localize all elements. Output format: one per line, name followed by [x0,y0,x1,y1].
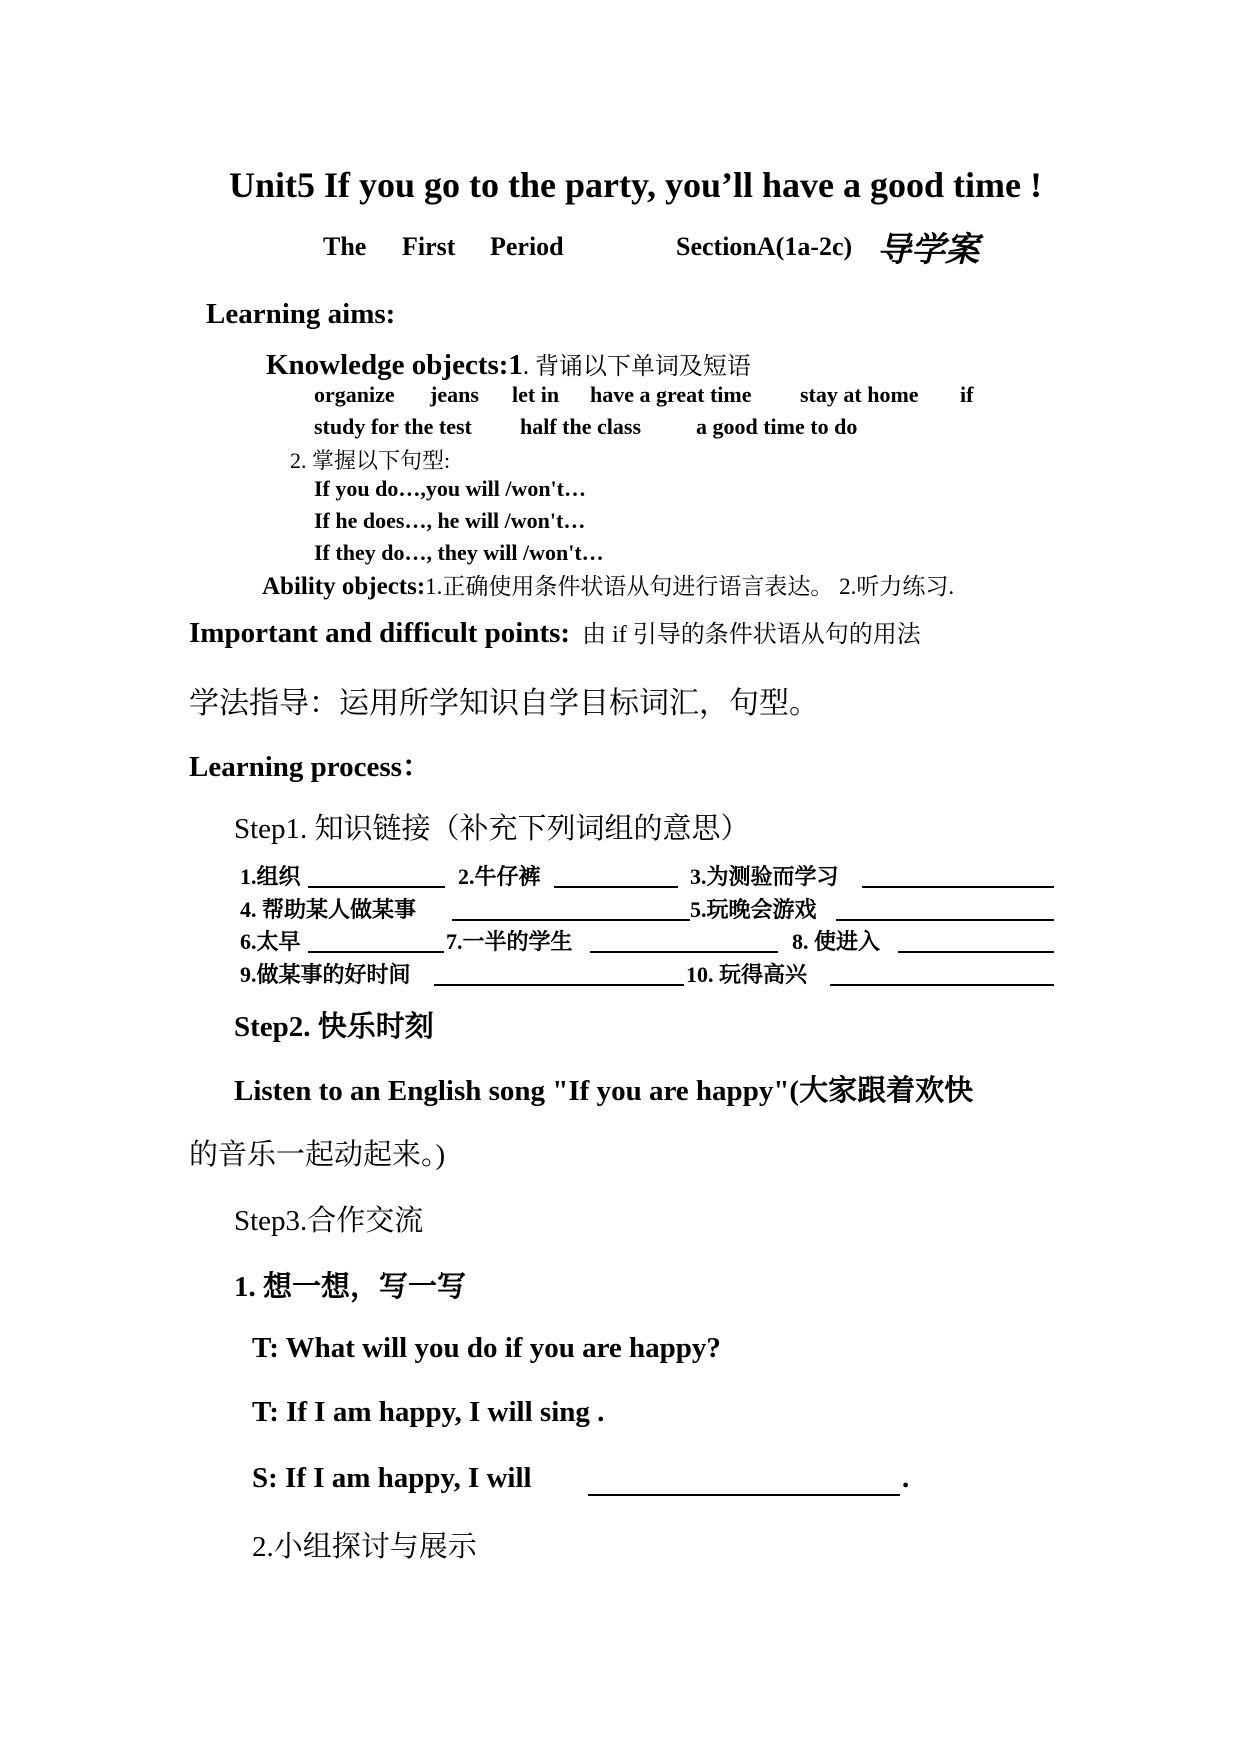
step1-item-9: 9.做某事的好时间 [240,962,411,987]
step1-item-10: 10. 玩得高兴 [686,962,808,987]
pattern-he: If he does…, he will /won't… [314,508,586,533]
ability-text: 1.正确使用条件状语从句进行语言表达。 2.听力练习. [425,574,955,599]
step1-item-6: 6.太早 [240,929,301,954]
dialogue-t1: T: What will you do if you are happy? [252,1332,721,1364]
answer-blank[interactable] [588,1494,900,1496]
step1-item-3: 3.为测验而学习 [690,864,839,889]
word-study-for-the-test: study for the test [314,414,472,439]
step1-heading: Step1. 知识链接（补充下列词组的意思） [234,813,750,845]
subtitle-section: SectionA(1a-2c) [676,232,853,261]
word-organize: organize [314,382,395,407]
knowledge-label: Knowledge objects:1 [266,349,523,381]
subtitle-first: First [402,232,456,261]
subtitle-guide: 导学案 [877,230,979,270]
knowledge-objects [266,346,751,382]
subtitle-the: The [323,232,367,261]
step1-item-4: 4. 帮助某人做某事 [240,897,417,922]
knowledge-item1: . 背诵以下单词及短语 [522,354,751,380]
dialogue-s1: S: If I am happy, I will [252,1462,532,1494]
word-stay-at-home: stay at home [800,382,919,407]
step3-sub1: 1. 想一想，写一写 [234,1271,467,1303]
learning-process-heading: Learning process： [189,751,431,783]
blank-7[interactable] [590,951,778,953]
word-a-good-time-to-do: a good time to do [696,414,858,439]
step1-item-1: 1.组织 [240,864,301,889]
step1-item-5: 5.玩晚会游戏 [690,897,817,922]
word-have-a-great-time: have a great time [590,382,752,407]
step2-heading: Step2. 快乐时刻 [234,1011,434,1043]
document-title: Unit5 If you go to the party, you’ll have a good time ! [229,165,1042,205]
important-points [189,614,921,650]
step3-sub2: 2.小组探讨与展示 [252,1531,477,1563]
learning-aims-heading: Learning aims: [206,298,396,330]
blank-6[interactable] [308,951,444,953]
pattern-you: If you do…,you will /won't… [314,476,586,501]
blank-3[interactable] [862,886,1054,888]
dialogue-t2: T: If I am happy, I will sing . [252,1396,605,1428]
learning-method: 学法指导：运用所学知识自学目标词汇，句型。 [189,687,819,720]
step1-item-8: 8. 使进入 [792,929,881,954]
step2-line1: Listen to an English song "If you are happy"(大家跟着欢快 [234,1075,974,1107]
blank-8[interactable] [898,951,1054,953]
important-text: 由 if 引导的条件状语从句的用法 [582,622,921,648]
pattern-they: If they do…, they will /won't… [314,540,604,565]
word-if: if [960,382,974,407]
word-let-in: let in [512,382,560,407]
blank-4[interactable] [452,919,690,921]
blank-5[interactable] [836,919,1054,921]
ability-label: Ability objects: [262,573,426,600]
step3-heading-text: Step3.合作交流 [234,1205,424,1237]
ability-objects [262,568,954,601]
knowledge-item2: 2. 掌握以下句型: [290,448,451,473]
step3-heading [234,1198,423,1239]
subtitle-period: Period [490,232,564,261]
step1-item-2: 2.牛仔裤 [458,864,541,889]
blank-2[interactable] [554,886,678,888]
blank-10[interactable] [830,984,1054,986]
answer-period: . [902,1462,910,1494]
step1-item-7: 7.一半的学生 [446,929,573,954]
blank-1[interactable] [308,886,445,888]
step2-line2: 的音乐一起动起来。) [189,1139,446,1171]
important-label: Important and difficult points: [189,617,571,649]
blank-9[interactable] [434,984,684,986]
word-jeans: jeans [430,382,479,407]
word-half-the-class: half the class [520,414,641,439]
